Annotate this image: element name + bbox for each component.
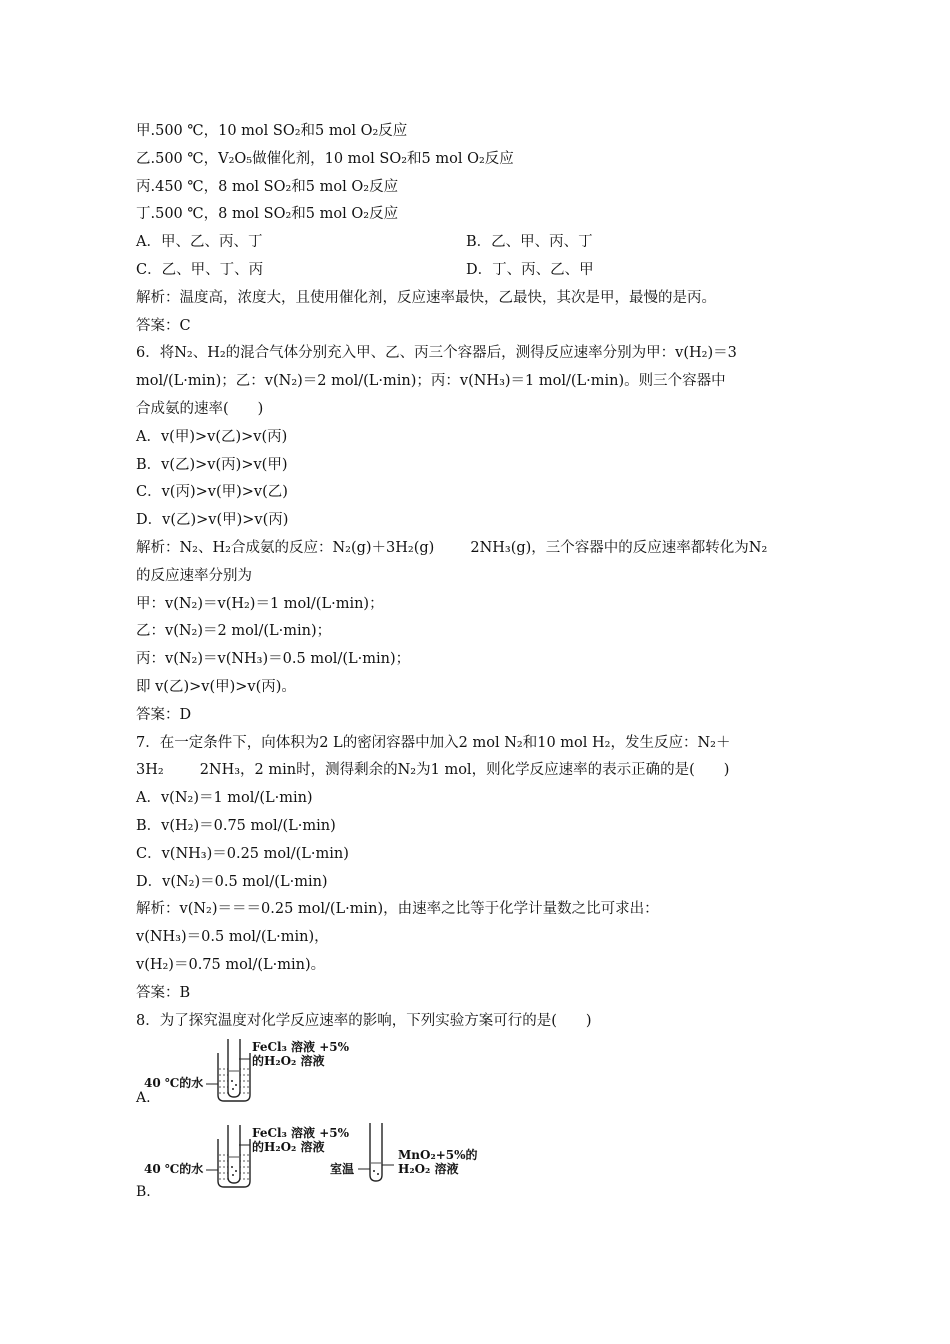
q5-option-c: C．乙、甲、丁、丙 — [136, 261, 264, 278]
q5-option-d: D．丁、丙、乙、甲 — [466, 261, 594, 278]
q7-option-a: A．v(N₂)＝1 mol/(L·min) — [136, 790, 313, 807]
q6-stem-line2: mol/(L·min)；乙：v(N₂)＝2 mol/(L·min)；丙：v(NH₃)＝1 mol/(L·min)。则三个容器中 — [136, 373, 726, 390]
q6-answer: 答案：D — [136, 706, 192, 723]
figure-b-water-label: 40 ℃的水 — [144, 1162, 204, 1177]
q6-analysis-line6: 即 v(乙)>v(甲)>v(丙)。 — [136, 678, 296, 695]
q6-option-a: A．v(甲)>v(乙)>v(丙) — [136, 428, 288, 445]
option-jia: 甲.500 ℃，10 mol SO₂和5 mol O₂反应 — [136, 123, 408, 139]
q6-stem-line1: 6．将N₂、H₂的混合气体分别充入甲、乙、丙三个容器后，测得反应速率分别为甲：v(H₂)＝3 — [136, 345, 737, 362]
q6-analysis-line4: 乙：v(N₂)＝2 mol/(L·min)； — [136, 623, 332, 640]
figure-b-letter: B. — [136, 1184, 151, 1201]
q7-stem-line2 — [136, 757, 826, 785]
q7-stem-line1: 7．在一定条件下，向体积为2 L的密闭容器中加入2 mol N₂和10 mol H₂，发生反应：N₂＋ — [136, 734, 731, 751]
q7-analysis-line2: v(NH₃)＝0.5 mol/(L·min)， — [136, 929, 329, 946]
q7-analysis-line3: v(H₂)＝0.75 mol/(L·min)。 — [136, 956, 326, 973]
figure-a-letter: A. — [136, 1090, 151, 1107]
q7-answer: 答案：B — [136, 984, 191, 1001]
option-yi: 乙.500 ℃，V₂O₅做催化剂，10 mol SO₂和5 mol O₂反应 — [136, 150, 514, 167]
q8-stem: 8．为了探究温度对化学反应速率的影响，下列实验方案可行的是( ) — [136, 1012, 592, 1029]
q7-reaction-left: 3H₂ — [136, 762, 164, 779]
q6-option-c: C．v(丙)>v(甲)>v(乙) — [136, 484, 288, 501]
figure-b — [136, 1111, 826, 1207]
test-tube-icon — [358, 1119, 398, 1189]
figure-a — [136, 1035, 826, 1111]
figure-a-solution-label-2: 的H₂O₂ 溶液 — [252, 1054, 325, 1069]
q7-option-b: B．v(H₂)＝0.75 mol/(L·min) — [136, 817, 336, 834]
figure-a-water-label: 40 ℃的水 — [144, 1076, 204, 1091]
q5-options-row2 — [136, 257, 826, 285]
q7-option-d: D．v(N₂)＝0.5 mol/(L·min) — [136, 873, 328, 890]
q6-analysis-line5: 丙：v(N₂)＝v(NH₃)＝0.5 mol/(L·min)； — [136, 651, 411, 668]
figure-b-mno2-label-2: H₂O₂ 溶液 — [398, 1162, 459, 1177]
q6-option-b: B．v(乙)>v(丙)>v(甲) — [136, 456, 288, 473]
q6-analysis-line3: 甲：v(N₂)＝v(H₂)＝1 mol/(L·min)； — [136, 595, 384, 612]
q6-option-d: D．v(乙)>v(甲)>v(丙) — [136, 512, 289, 529]
q5-option-b: B．乙、甲、丙、丁 — [466, 234, 593, 251]
figure-a-solution-label-1: FeCl₃ 溶液 +5% — [252, 1040, 350, 1055]
option-bing: 丙.450 ℃，8 mol SO₂和5 mol O₂反应 — [136, 178, 399, 195]
q5-options-row1 — [136, 229, 826, 257]
q5-option-a: A．甲、乙、丙、丁 — [136, 234, 263, 251]
document-page — [136, 118, 826, 1207]
q6-analysis-line2: 的反应速率分别为 — [136, 567, 252, 584]
q7-option-c: C．v(NH₃)＝0.25 mol/(L·min) — [136, 845, 349, 862]
q6-stem-line3: 合成氨的速率( ) — [136, 400, 264, 417]
figure-b-mno2-label-1: MnO₂+5%的 — [398, 1148, 478, 1163]
q7-analysis-line1: 解析：v(N₂)＝＝＝0.25 mol/(L·min)，由速率之比等于化学计量数之比可求出： — [136, 901, 659, 918]
figure-b-solution-label-2: 的H₂O₂ 溶液 — [252, 1140, 325, 1155]
q5-analysis: 解析：温度高，浓度大，且使用催化剂，反应速率最快，乙最快，其次是甲，最慢的是丙。 — [136, 289, 716, 306]
figure-b-solution-label-1: FeCl₃ 溶液 +5% — [252, 1126, 350, 1141]
q6-analysis-line1 — [136, 535, 826, 563]
q6-analysis-reaction-left: 解析：N₂、H₂合成氨的反应：N₂(g)＋3H₂(g) — [136, 539, 435, 556]
q5-answer: 答案：C — [136, 317, 191, 334]
option-ding: 丁.500 ℃，8 mol SO₂和5 mol O₂反应 — [136, 206, 399, 223]
q6-analysis-reaction-right: 2NH₃(g)，三个容器中的反应速率都转化为N₂ — [470, 539, 768, 556]
figure-b-room-temp-label: 室温 — [330, 1162, 355, 1177]
q7-reaction-right: 2NH₃，2 min时，测得剩余的N₂为1 mol，则化学反应速率的表示正确的是( ) — [199, 762, 730, 779]
